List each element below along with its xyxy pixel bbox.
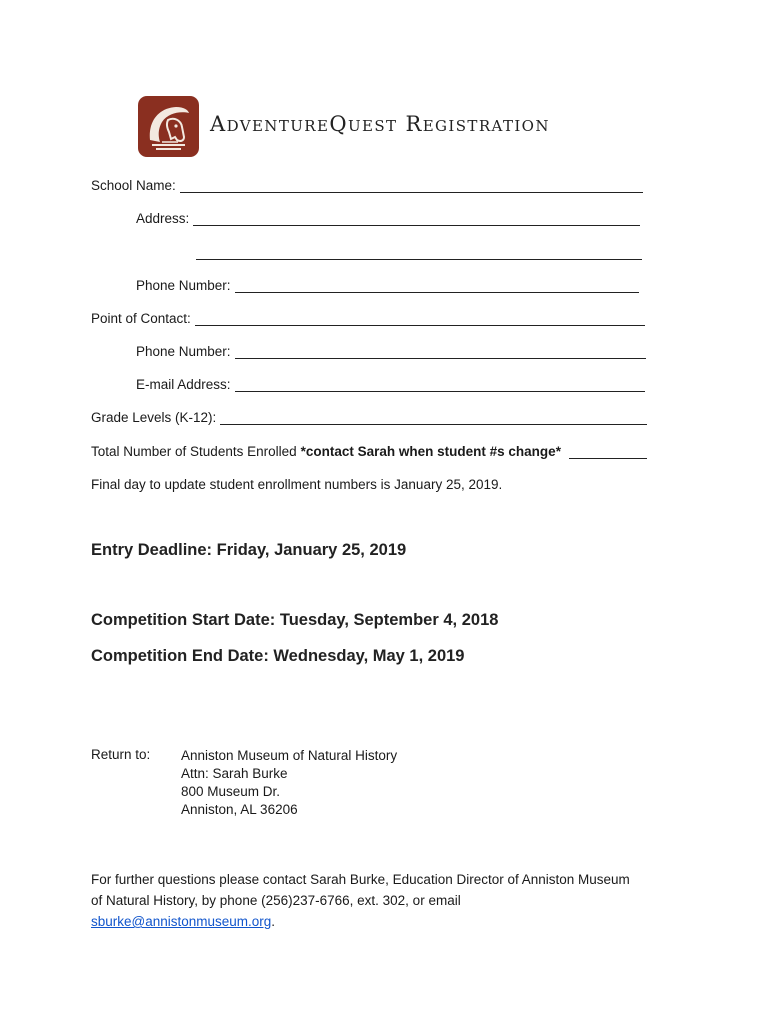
period: .: [271, 914, 276, 929]
point-of-contact-label: Point of Contact:: [91, 311, 191, 326]
final-day-text: Final day to update student enrollment numbers is January 25, 2019.: [91, 477, 503, 492]
address-field[interactable]: [193, 214, 640, 226]
school-phone-label: Phone Number:: [136, 278, 231, 293]
school-phone-row: [136, 278, 639, 293]
school-name-row: [91, 178, 643, 193]
entry-deadline-heading: Entry Deadline: Friday, January 25, 2019: [91, 541, 407, 559]
page-title: AdventureQuest Registration: [210, 112, 550, 136]
competition-end-heading: Competition End Date: Wednesday, May 1, 2019: [91, 647, 465, 665]
contact-phone-label: Phone Number:: [136, 344, 231, 359]
email-row: [136, 377, 645, 392]
return-to-label: Return to:: [91, 747, 151, 762]
school-name-field[interactable]: [180, 181, 643, 193]
address-row: [136, 211, 640, 226]
total-students-field[interactable]: [569, 447, 647, 459]
grade-levels-label: Grade Levels (K-12):: [91, 410, 217, 425]
point-of-contact-field[interactable]: [195, 314, 645, 326]
address-line: 800 Museum Dr.: [181, 784, 281, 799]
contact-phone-row: [136, 344, 646, 359]
address-label: Address:: [136, 211, 190, 226]
contact-line-1: For further questions please contact Sarah Burke, Education Director of Anniston Museum: [91, 872, 630, 887]
total-students-note: *contact Sarah when student #s change*: [300, 444, 561, 459]
grade-levels-field[interactable]: [220, 413, 647, 425]
total-students-row: [91, 444, 647, 459]
address-line: Anniston Museum of Natural History: [181, 748, 398, 763]
address-line-2-field[interactable]: [196, 248, 642, 260]
contact-line-3: [91, 911, 630, 932]
school-phone-field[interactable]: [235, 281, 639, 293]
contact-line-2: of Natural History, by phone (256)237-6766, ext. 302, or email: [91, 893, 461, 908]
point-of-contact-row: [91, 311, 645, 326]
address-line: Anniston, AL 36206: [181, 802, 298, 817]
contact-paragraph: [91, 869, 630, 932]
horse-head-logo-icon: [138, 96, 199, 157]
school-name-label: School Name:: [91, 178, 176, 193]
competition-start-heading: Competition Start Date: Tuesday, September 4, 2018: [91, 611, 499, 629]
email-field[interactable]: [235, 380, 645, 392]
email-label: E-mail Address:: [136, 377, 231, 392]
email-link[interactable]: sburke@annistonmuseum.org: [91, 914, 272, 929]
total-students-label: Total Number of Students Enrolled: [91, 444, 297, 459]
return-address: [181, 747, 397, 819]
address-line: Attn: Sarah Burke: [181, 766, 288, 781]
contact-phone-field[interactable]: [235, 347, 646, 359]
grade-levels-row: [91, 410, 647, 425]
